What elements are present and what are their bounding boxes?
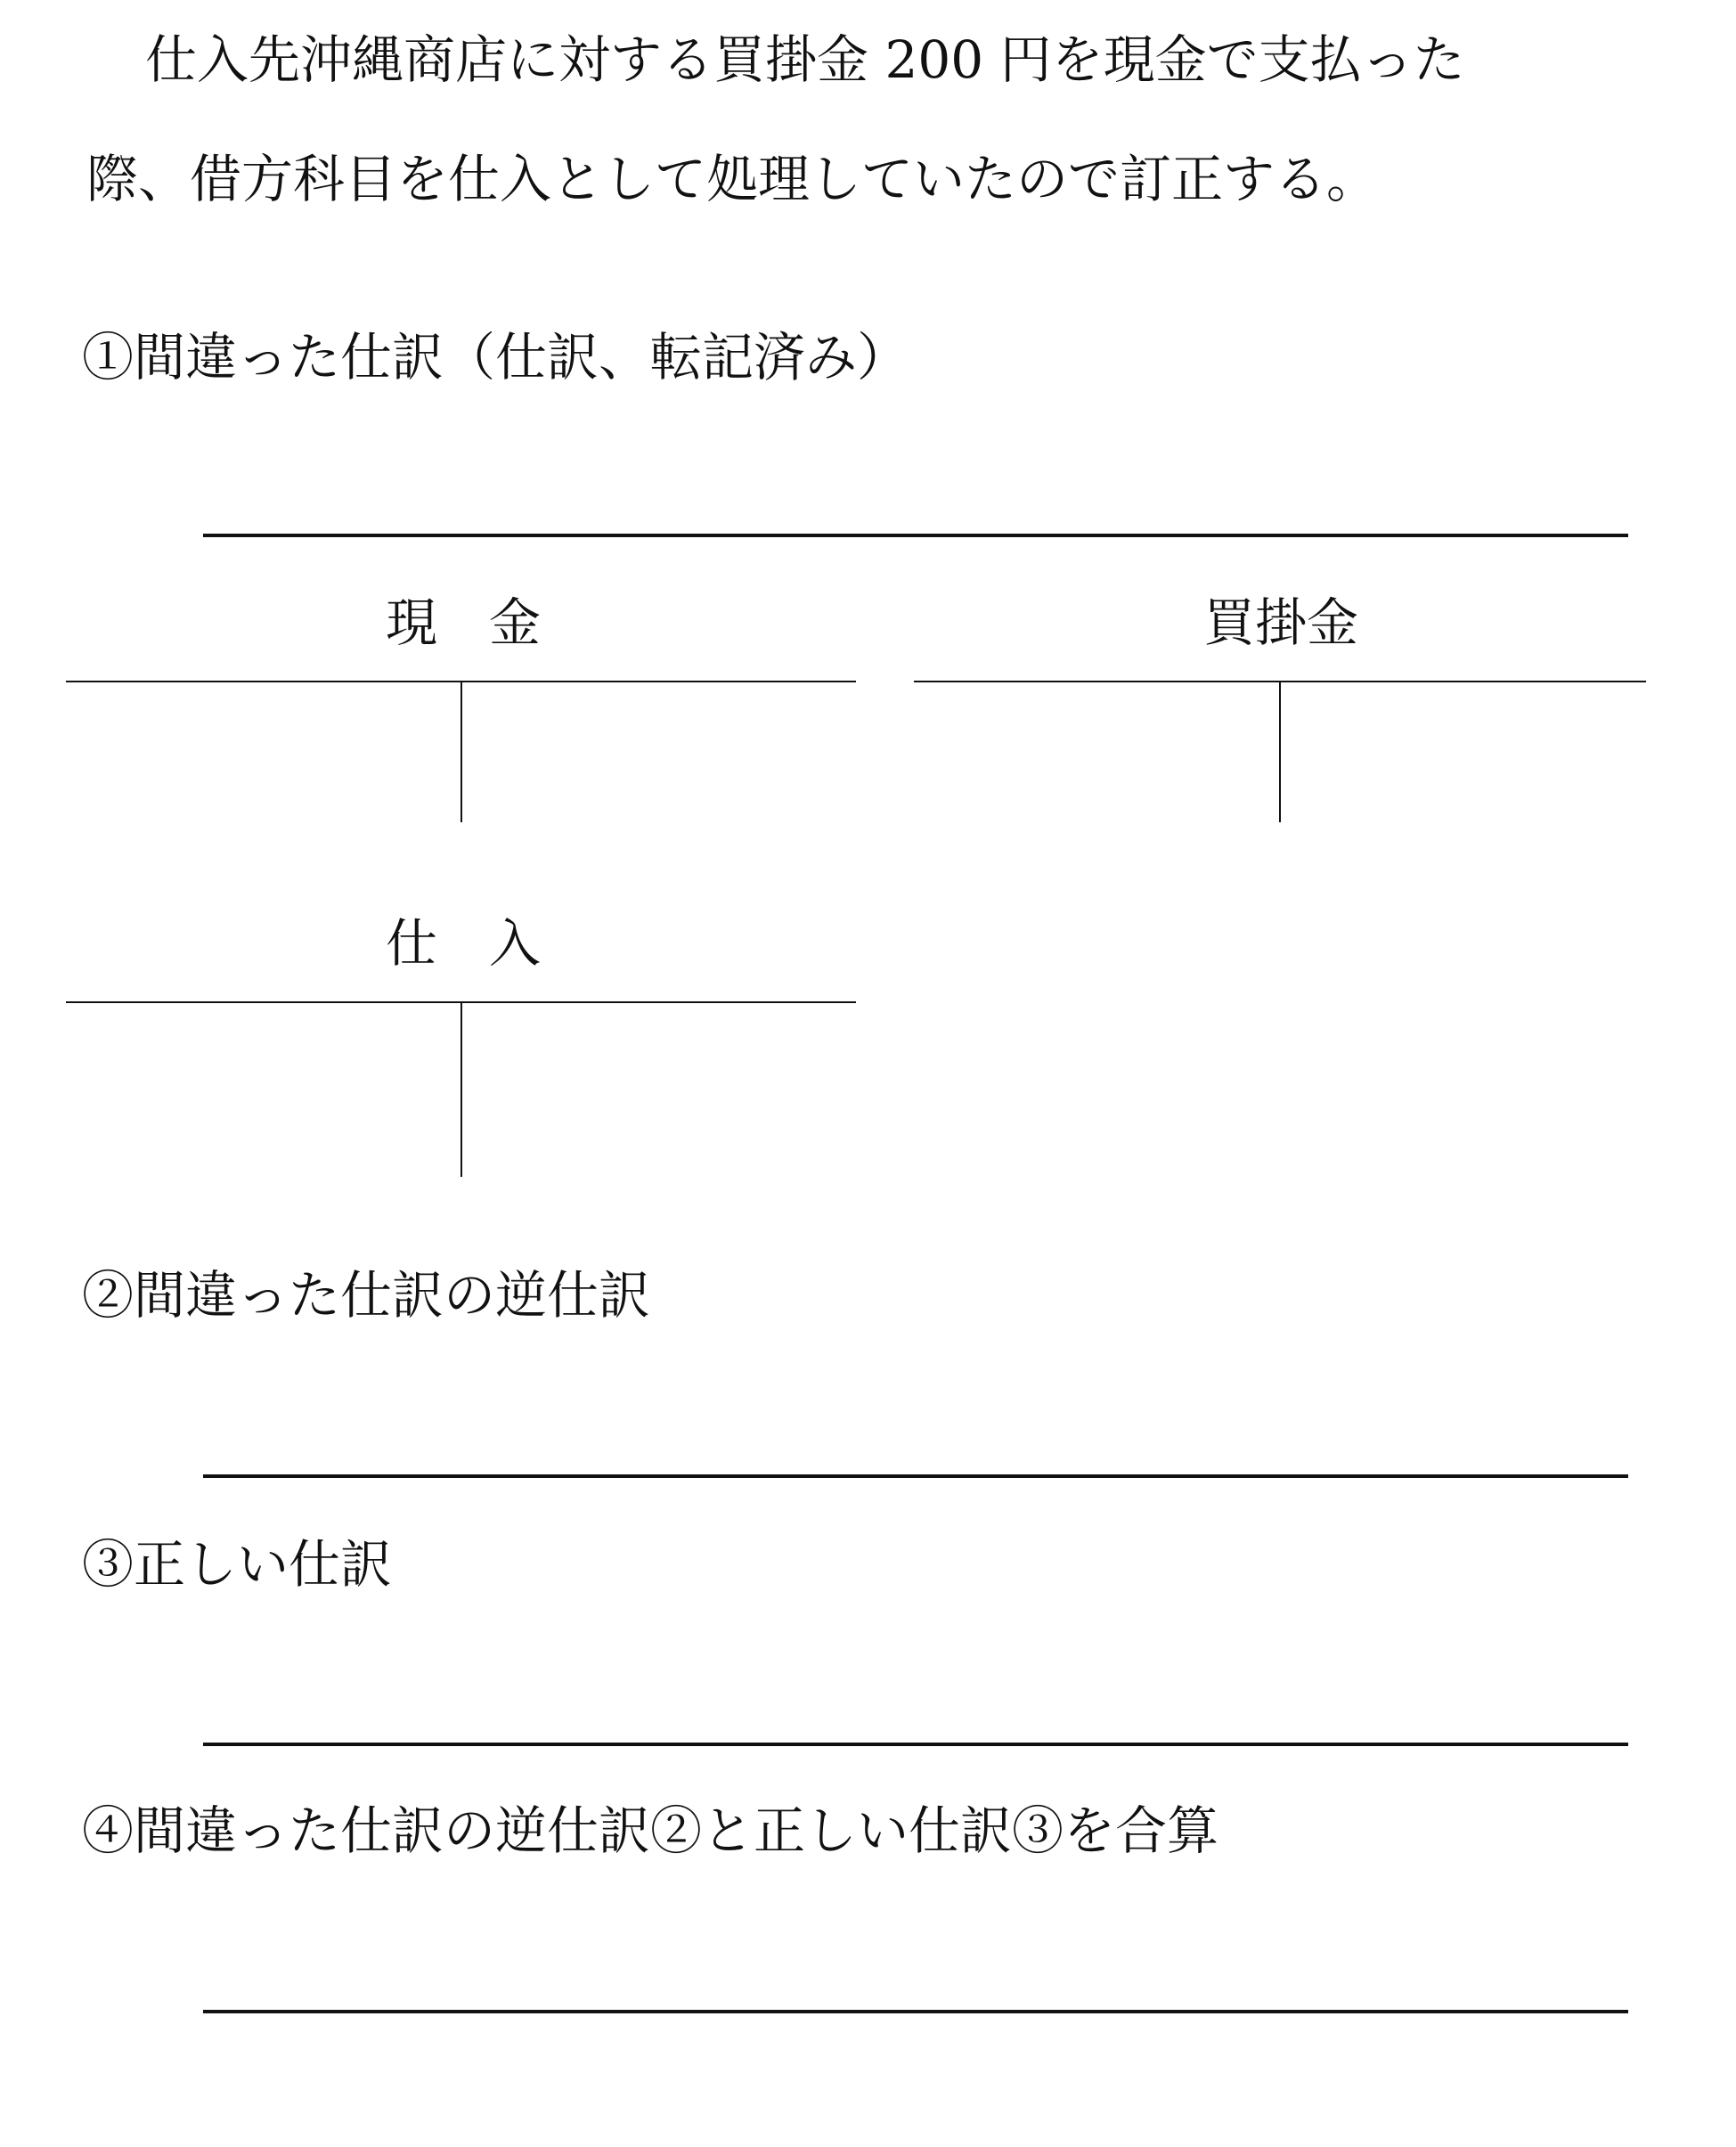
- step-1-heading: ①間違った仕訳（仕訳、転記済み）: [82, 327, 909, 388]
- problem-line-1: 仕入先沖縄商店に対する買掛金 200 円を現金で支払った: [145, 29, 1465, 90]
- journal-answer-line-4: [203, 2010, 1628, 2013]
- journal-answer-line-2: [203, 1474, 1628, 1478]
- journal-answer-line-1: [203, 534, 1628, 537]
- step-2-heading: ②間違った仕訳の逆仕訳: [82, 1265, 651, 1326]
- t-account-purchase-divider: [460, 1002, 462, 1177]
- t-account-payable-title: 買掛金: [1202, 592, 1358, 653]
- problem-line-2: 際、借方科目を仕入として処理していたので訂正する。: [86, 149, 1379, 209]
- t-account-purchase-title: 仕 入: [385, 913, 541, 974]
- t-account-cash-title: 現 金: [385, 592, 541, 653]
- journal-answer-line-3: [203, 1743, 1628, 1746]
- step-4-heading: ④間違った仕訳の逆仕訳②と正しい仕訳③を合算: [82, 1800, 1219, 1861]
- t-account-cash-divider: [460, 682, 462, 822]
- t-account-payable-divider: [1279, 682, 1281, 822]
- step-3-heading: ③正しい仕訳: [82, 1534, 393, 1595]
